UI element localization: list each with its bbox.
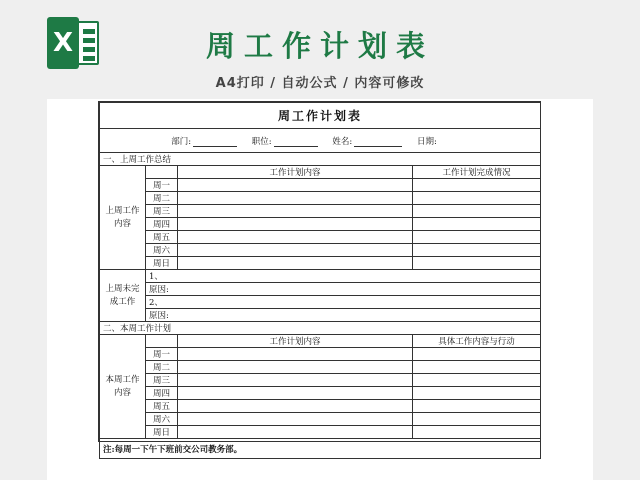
day-label: 周二 <box>146 192 178 205</box>
dept-field[interactable] <box>171 135 237 147</box>
result-cell[interactable] <box>413 205 541 218</box>
action-cell[interactable] <box>413 400 541 413</box>
plan-cell[interactable] <box>178 257 413 270</box>
unfinished-row[interactable]: 原因: <box>146 309 541 322</box>
day-label: 周六 <box>146 244 178 257</box>
date-blank[interactable] <box>439 138 469 147</box>
name-label: 姓名: <box>332 136 353 147</box>
dept-label: 部门: <box>171 136 192 147</box>
day-label: 周四 <box>146 387 178 400</box>
day-label: 周日 <box>146 257 178 270</box>
plan-cell[interactable] <box>178 192 413 205</box>
form-frame <box>98 101 541 455</box>
unfinished-row[interactable]: 2、 <box>146 296 541 309</box>
result-cell[interactable] <box>413 257 541 270</box>
side-label-unfinished: 上周未完成工作 <box>100 270 146 322</box>
day-label: 周三 <box>146 374 178 387</box>
action-cell[interactable] <box>413 413 541 426</box>
section-heading-this-week: 二、本周工作计划 <box>100 322 541 335</box>
day-label: 周五 <box>146 400 178 413</box>
plan-cell[interactable] <box>178 244 413 257</box>
banner-title: 周工作计划表 <box>205 29 434 63</box>
plan-cell[interactable] <box>178 361 413 374</box>
result-cell[interactable] <box>413 192 541 205</box>
action-cell[interactable] <box>413 361 541 374</box>
day-label: 周日 <box>146 426 178 439</box>
action-cell[interactable] <box>413 348 541 361</box>
unfinished-row[interactable]: 1、 <box>146 270 541 283</box>
plan-cell[interactable] <box>178 179 413 192</box>
banner-subtitle: A4打印 / 自动公式 / 内容可修改 <box>215 76 425 91</box>
action-cell[interactable] <box>413 387 541 400</box>
weekly-plan-table <box>99 102 541 459</box>
plan-cell[interactable] <box>178 387 413 400</box>
plan-cell[interactable] <box>178 205 413 218</box>
name-field[interactable] <box>332 135 402 147</box>
plan-cell[interactable] <box>178 218 413 231</box>
section-heading-last-week: 一、上周工作总结 <box>100 153 541 166</box>
position-label: 职位: <box>251 136 272 147</box>
day-label: 周三 <box>146 205 178 218</box>
dept-blank[interactable] <box>193 138 237 147</box>
sheet-paper <box>47 99 593 480</box>
plan-cell[interactable] <box>178 400 413 413</box>
col-header-actions: 具体工作内容与行动 <box>413 335 541 348</box>
result-cell[interactable] <box>413 179 541 192</box>
result-cell[interactable] <box>413 244 541 257</box>
plan-cell[interactable] <box>178 374 413 387</box>
header-blank-cell <box>146 166 178 179</box>
side-label-last-week: 上周工作内容 <box>100 166 146 270</box>
day-label: 周五 <box>146 231 178 244</box>
header-blank-cell <box>146 335 178 348</box>
day-label: 周一 <box>146 179 178 192</box>
result-cell[interactable] <box>413 231 541 244</box>
name-blank[interactable] <box>354 138 402 147</box>
plan-cell[interactable] <box>178 348 413 361</box>
plan-cell[interactable] <box>178 231 413 244</box>
action-cell[interactable] <box>413 374 541 387</box>
day-label: 周六 <box>146 413 178 426</box>
info-row <box>100 129 541 153</box>
day-label: 周二 <box>146 361 178 374</box>
action-cell[interactable] <box>413 426 541 439</box>
excel-badge: X <box>47 17 79 69</box>
unfinished-row[interactable]: 原因: <box>146 283 541 296</box>
side-label-this-week: 本周工作内容 <box>100 335 146 439</box>
date-label: 日期: <box>416 136 437 147</box>
date-field[interactable] <box>417 135 469 147</box>
position-blank[interactable] <box>274 138 318 147</box>
day-label: 周四 <box>146 218 178 231</box>
footer-note: 注:每周一下午下班前交公司教务部。 <box>100 439 541 459</box>
day-label: 周一 <box>146 348 178 361</box>
col-header-completion: 工作计划完成情况 <box>413 166 541 179</box>
col-header-plan-content: 工作计划内容 <box>178 335 413 348</box>
plan-cell[interactable] <box>178 413 413 426</box>
form-title: 周工作计划表 <box>100 103 541 129</box>
position-field[interactable] <box>252 135 318 147</box>
result-cell[interactable] <box>413 218 541 231</box>
col-header-plan-content: 工作计划内容 <box>178 166 413 179</box>
plan-cell[interactable] <box>178 426 413 439</box>
